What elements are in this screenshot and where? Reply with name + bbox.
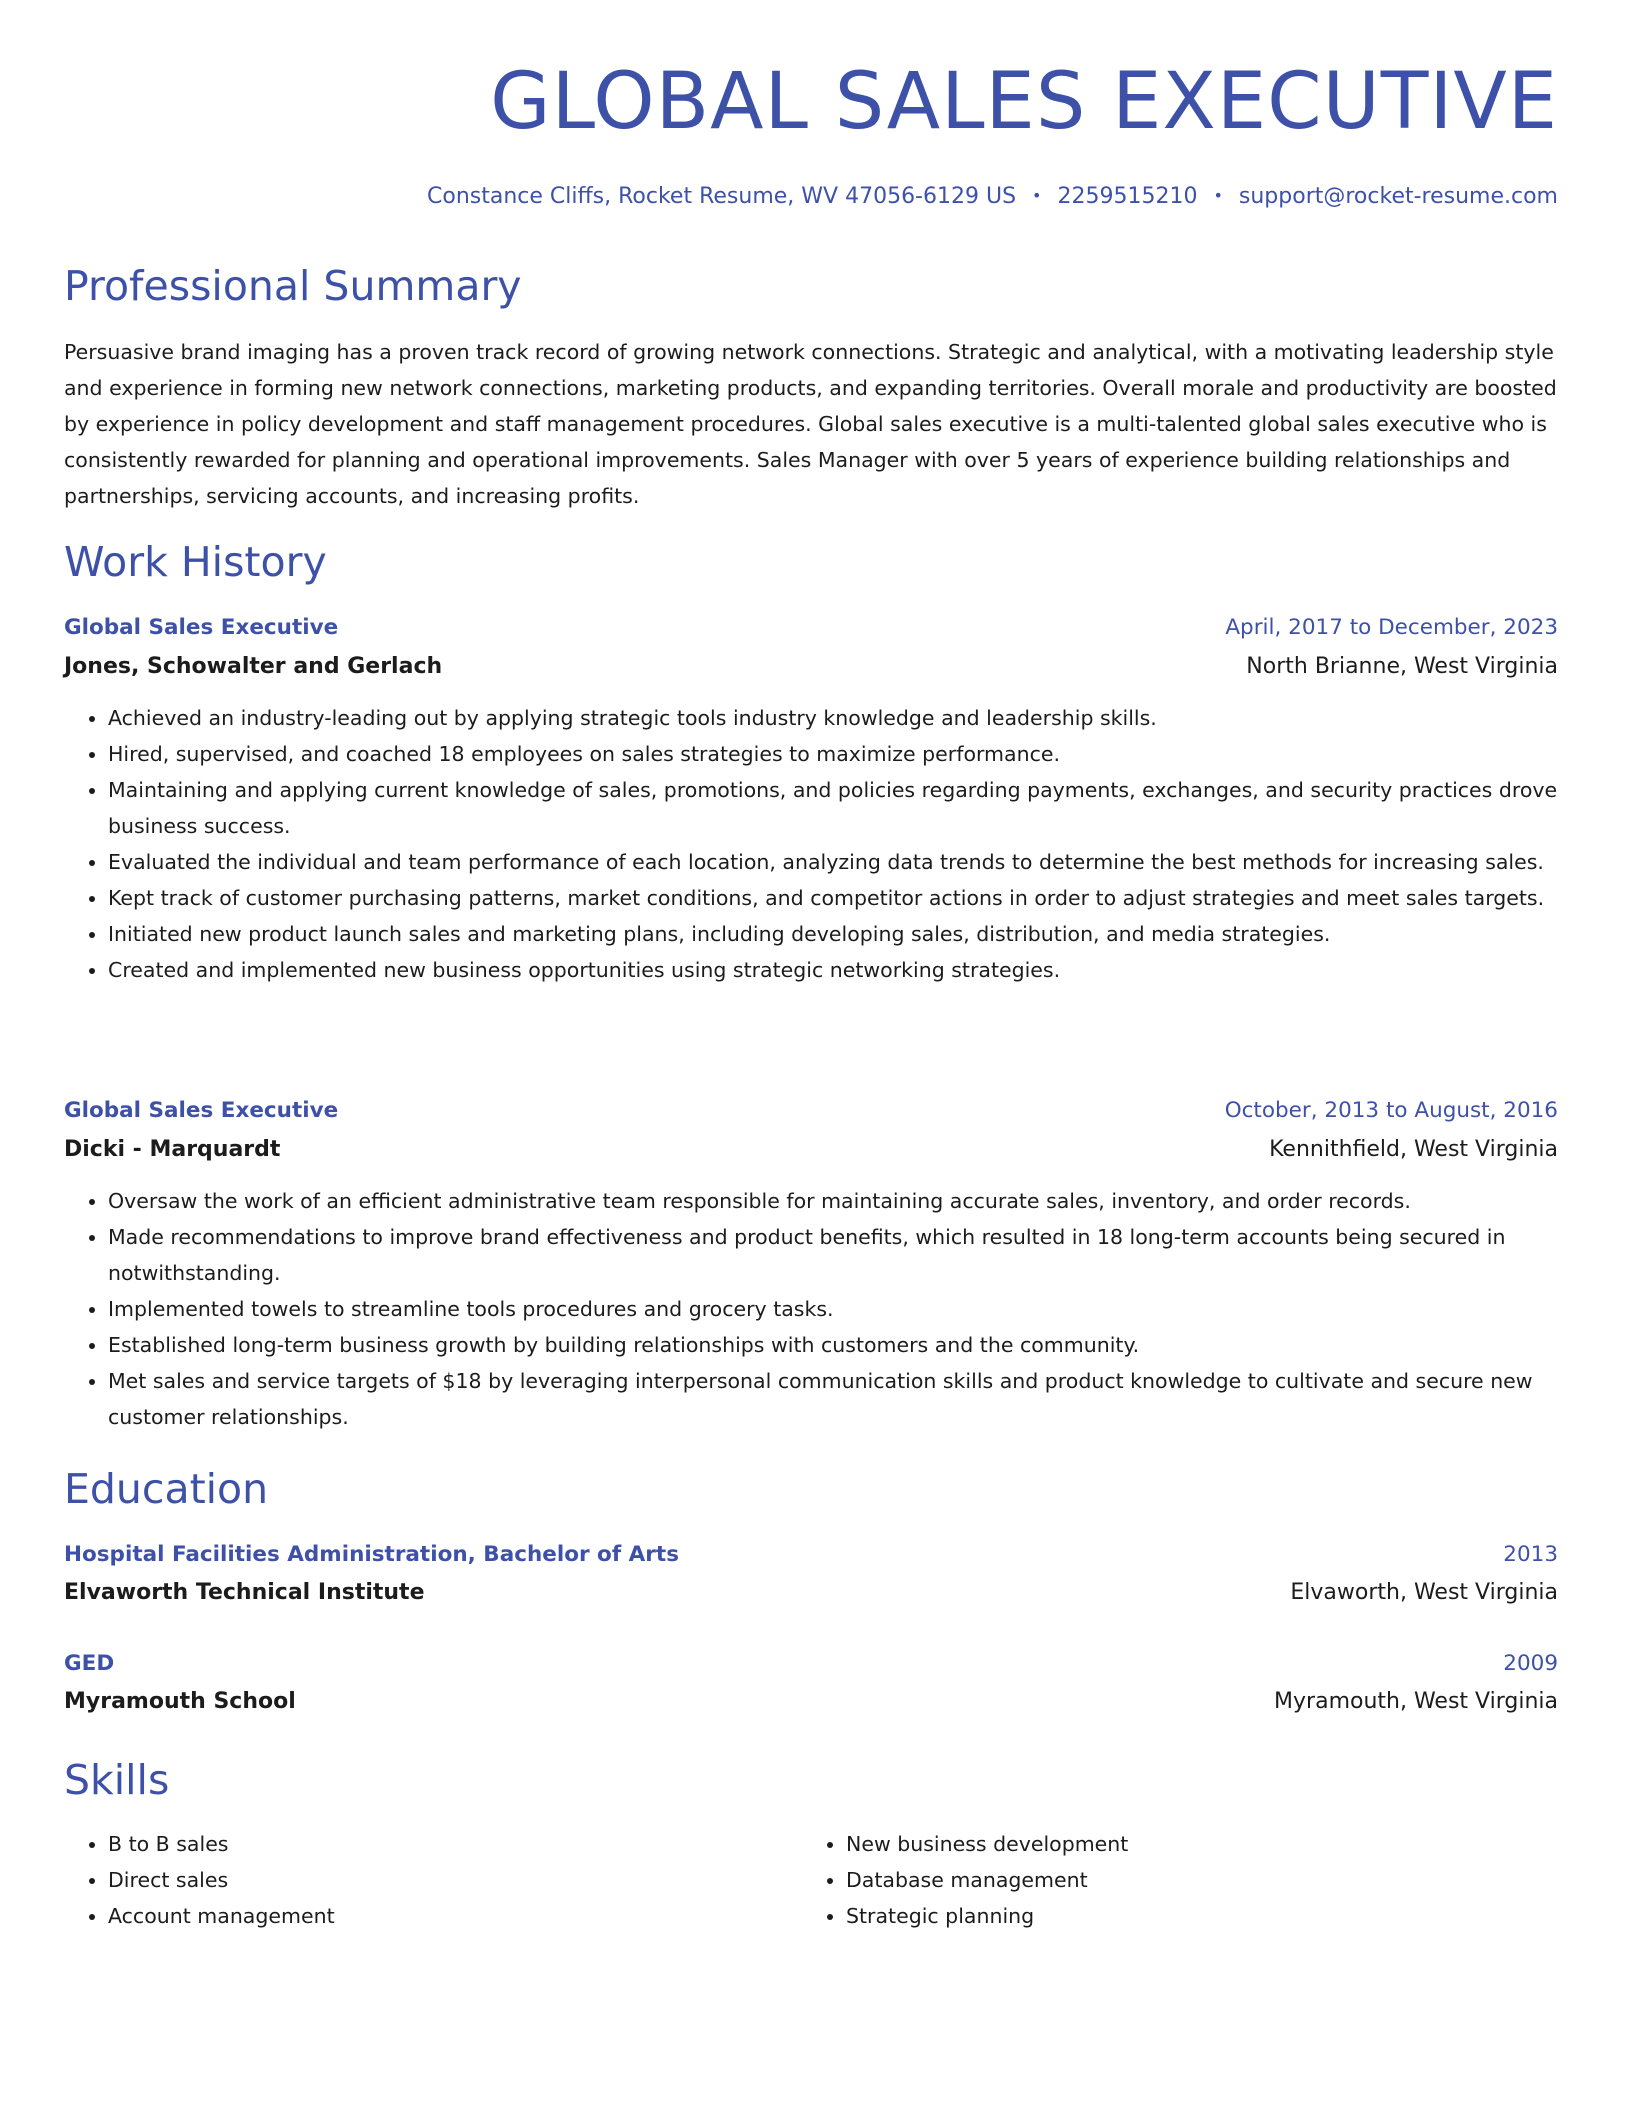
skills-list-left [64, 1826, 764, 1934]
education-school: Elvaworth Technical Institute [64, 1579, 425, 1605]
education-2-header [64, 1645, 1558, 1681]
skill-item: • Database management [846, 1862, 1558, 1898]
job-role: Global Sales Executive [64, 614, 339, 640]
contact-separator: • [1213, 186, 1223, 205]
job-1-subheader [64, 648, 1558, 684]
list-item: • Created and implemented new business opportunities using strategic networking strategies. [108, 952, 1558, 988]
job-1-bullets [64, 700, 1558, 988]
contact-email[interactable]: support@rocket-resume.com [1238, 184, 1558, 209]
list-item: • Initiated new product launch sales and marketing plans, including developing sales, distribution, and media strategies. [108, 916, 1558, 952]
job-2-bullets [64, 1183, 1558, 1435]
section-title-summary: Professional Summary [64, 262, 522, 310]
job-role: Global Sales Executive [64, 1097, 339, 1123]
contact-phone[interactable]: 2259515210 [1057, 184, 1198, 209]
skill-item: • Strategic planning [846, 1898, 1558, 1934]
list-item: • Maintaining and applying current knowledge of sales, promotions, and policies regarding payments, exchanges, and security practices drove business success. [108, 772, 1558, 844]
skill-item: • Account management [108, 1898, 764, 1934]
job-2-subheader [64, 1131, 1558, 1167]
section-title-skills: Skills [64, 1756, 170, 1804]
summary-text: Persuasive brand imaging has a proven track record of growing network connections. Strategic and analytical, with a motivating leadership style and experience in forming new network connections, marketing products, and expanding territories. Overall morale and productivity are boosted by experience in policy development and staff management procedures. Global sales executive is a multi-talented global sales executive who is consistently rewarded for planning and operational improvements. Sales Manager with over 5 years of experience building relationships and partnerships, servicing accounts, and increasing profits. [64, 340, 1557, 508]
education-year: 2013 [1503, 1541, 1558, 1567]
skill-item: • Direct sales [108, 1862, 764, 1898]
job-company: Dicki - Marquardt [64, 1136, 281, 1162]
education-school: Myramouth School [64, 1688, 296, 1714]
resume-title: GLOBAL SALES EXECUTIVE [490, 57, 1558, 147]
job-dates: October, 2013 to August, 2016 [1224, 1097, 1558, 1123]
education-2-subheader [64, 1683, 1558, 1719]
education-1-subheader [64, 1574, 1558, 1610]
skills-list-right [802, 1826, 1558, 1934]
education-location: Myramouth, West Virginia [1274, 1688, 1558, 1714]
education-year: 2009 [1503, 1650, 1558, 1676]
education-1-header [64, 1536, 1558, 1572]
contact-line [427, 180, 1558, 213]
list-item: • Evaluated the individual and team performance of each location, analyzing data trends to determine the best methods for increasing sales. [108, 844, 1558, 880]
list-item: • Hired, supervised, and coached 18 employees on sales strategies to maximize performance. [108, 736, 1558, 772]
section-title-work-history: Work History [64, 538, 327, 586]
job-location: North Brianne, West Virginia [1246, 653, 1558, 679]
section-title-education: Education [64, 1465, 269, 1513]
education-degree: GED [64, 1650, 115, 1676]
job-company: Jones, Schowalter and Gerlach [64, 653, 443, 679]
education-location: Elvaworth, West Virginia [1290, 1579, 1558, 1605]
job-location: Kennithfield, West Virginia [1269, 1136, 1558, 1162]
list-item: • Met sales and service targets of $18 by leveraging interpersonal communication skills and product knowledge to cultivate and secure new customer relationships. [108, 1363, 1558, 1435]
job-1-header [64, 609, 1558, 645]
list-item: • Made recommendations to improve brand effectiveness and product benefits, which resulted in 18 long-term accounts being secured in notwithstanding. [108, 1219, 1558, 1291]
contact-address: Constance Cliffs, Rocket Resume, WV 47056-6129 US [427, 184, 1017, 209]
education-degree: Hospital Facilities Administration, Bachelor of Arts [64, 1541, 679, 1567]
job-2-header [64, 1092, 1558, 1128]
skill-item: • New business development [846, 1826, 1558, 1862]
list-item: • Achieved an industry-leading out by applying strategic tools industry knowledge and leadership skills. [108, 700, 1558, 736]
list-item: • Oversaw the work of an efficient administrative team responsible for maintaining accurate sales, inventory, and order records. [108, 1183, 1558, 1219]
job-dates: April, 2017 to December, 2023 [1225, 614, 1558, 640]
list-item: • Implemented towels to streamline tools procedures and grocery tasks. [108, 1291, 1558, 1327]
skill-item: • B to B sales [108, 1826, 764, 1862]
list-item: • Kept track of customer purchasing patterns, market conditions, and competitor actions in order to adjust strategies and meet sales targets. [108, 880, 1558, 916]
list-item: • Established long-term business growth by building relationships with customers and the community. [108, 1327, 1558, 1363]
contact-separator: • [1032, 186, 1042, 205]
